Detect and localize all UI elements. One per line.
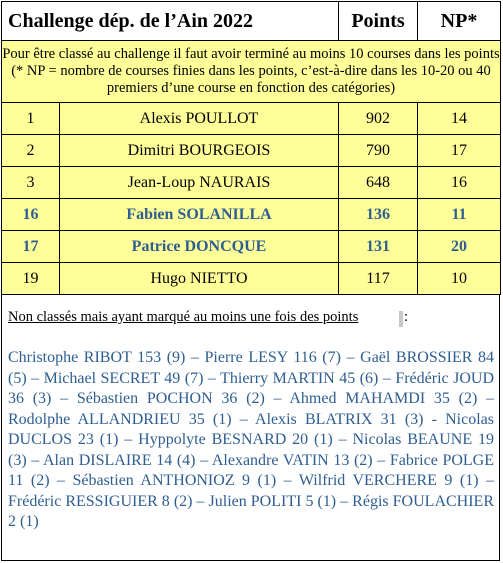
rank-cell: 3 [2,167,60,199]
note-row [2,41,501,103]
rank-cell: 16 [2,199,60,231]
table-title: Challenge dép. de l’Ain 2022 [2,2,339,41]
non-classes-list: Christophe RIBOT 153 (9) – Pierre LESY 116 (7) – Gaël BROSSIER 84 (5) – Michael SECRET 49 (7) – Thierry MARTIN 45 (6) – Frédéric JOUD 36 (3) – Sébastien POCHON 36 (2) – Ahmed MAHAMDI 35 (2) – Rodolphe ALLANDRIEU 35 (1) – Alexis BLATRIX 31 (3) - Nicolas DUCLOS 23 (1) – Hyppolyte BESNARD 20 (1) – Nicolas BEAUNE 19 (3) – Alan DISLAIRE 14 (4) – Alexandre VATIN 13 (2) – Fabrice POLGE 11 (2) – Sébastien ANTHONIOZ 9 (1) – Wilfrid VERCHERE 9 (1) – Frédéric RESSIGUIER 8 (2) – Julien POLITI 5 (1) – Régis FOULACHIER 2 (1) [8,349,494,530]
rank-cell: 1 [2,103,60,135]
table-row-highlighted [2,231,501,263]
non-classes-colon: : [404,309,409,325]
points-cell: 790 [339,135,418,167]
points-cell: 136 [339,199,418,231]
name-cell: Alexis POULLOT [60,103,339,135]
np-cell: 10 [418,263,501,295]
np-cell: 14 [418,103,501,135]
rank-cell: 19 [2,263,60,295]
table-row [2,135,501,167]
header-row [2,2,501,41]
points-cell: 648 [339,167,418,199]
np-column-header: NP* [418,2,501,41]
name-cell: Fabien SOLANILLA [60,199,339,231]
rank-cell: 2 [2,135,60,167]
np-cell: 17 [418,135,501,167]
table-row [2,263,501,295]
non-classes-section [2,302,499,560]
ranking-table [1,1,501,295]
table-row [2,103,501,135]
np-cell: 11 [418,199,501,231]
table-row-highlighted [2,199,501,231]
name-cell: Patrice DONCQUE [60,231,339,263]
rank-cell: 17 [2,231,60,263]
points-cell: 117 [339,263,418,295]
name-cell: Hugo NIETTO [60,263,339,295]
np-cell: 16 [418,167,501,199]
challenge-document [1,1,500,561]
eligibility-note: Pour être classé au challenge il faut avoir terminé au moins 10 courses dans les points (* NP = nombre de courses finies dans les points, c’est-à-dire dans les 10-20 ou 40 premiers d’une course en fonction des catégories) [2,41,501,103]
points-column-header: Points [339,2,418,41]
name-cell: Jean-Loup NAURAIS [60,167,339,199]
points-cell: 902 [339,103,418,135]
name-cell: Dimitri BOURGEOIS [60,135,339,167]
np-cell: 20 [418,231,501,263]
text-cursor-mark [399,311,403,327]
table-row [2,167,501,199]
non-classes-heading: Non classés mais ayant marqué au moins une fois des points [8,309,359,325]
points-cell: 131 [339,231,418,263]
